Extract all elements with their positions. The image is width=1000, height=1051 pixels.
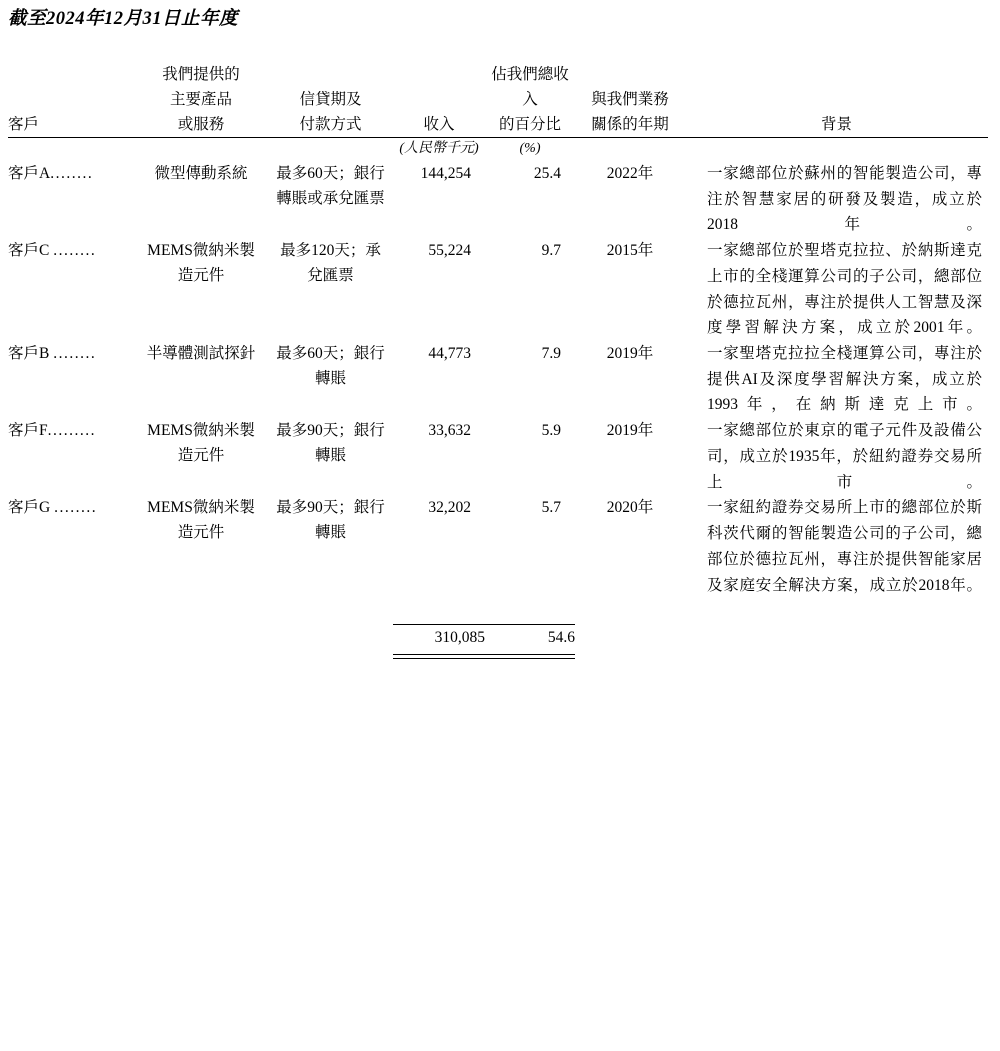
customer-name: 客戶A: [8, 165, 51, 182]
cell-years: 2015年: [606, 242, 654, 260]
cell-customer: [8, 161, 134, 238]
page-title: 截至2024年12月31日止年度: [8, 9, 239, 29]
table-row: [8, 495, 988, 598]
units-blank-3: [268, 138, 393, 161]
customer-name: 客戶G: [8, 499, 51, 517]
header-blank-1: [8, 62, 134, 87]
cell-pct: 9.7: [541, 242, 561, 260]
cell-background: 一家總部位於聖塔克拉拉、於納斯達克上市的全棧運算公司的子公司，總部位於德拉瓦州，專注於提供人工智慧及深度學習解決方案，成立於2001年。: [707, 242, 982, 337]
cell-revenue: 33,632: [428, 422, 471, 440]
units-pct: (%): [519, 141, 541, 157]
header-blank-8: [685, 87, 988, 112]
double-rule-pct: [485, 654, 575, 659]
cell-years: 2019年: [606, 345, 654, 363]
cell-product: MEMS微納米製造元件: [147, 242, 255, 285]
cell-pct: 5.7: [541, 499, 561, 517]
customer-name: 客戶F: [8, 422, 48, 440]
cell-background: 一家總部位於東京的電子元件及設備公司，成立於1935年，於紐約證券交易所上市。: [707, 422, 982, 491]
cell-background: 一家總部位於蘇州的智能製造公司，專注於智慧家居的研發及製造，成立於2018年。: [707, 165, 982, 234]
header-blank-7: [393, 87, 485, 112]
cell-product: 微型傳動系統: [154, 165, 248, 182]
cell-customer: [8, 418, 134, 495]
cell-revenue: 55,224: [428, 242, 471, 260]
cell-pct: 7.9: [541, 345, 561, 363]
header-pct-line3: 的百分比: [498, 116, 561, 134]
cell-customer: [8, 341, 134, 418]
header-pct-line1: 佔我們總收: [491, 66, 569, 83]
cell-product: MEMS微納米製造元件: [147, 422, 255, 465]
leader-dots: ........: [53, 242, 97, 260]
header-years-line2: 關係的年期: [591, 116, 669, 134]
header-blank-4: [575, 62, 685, 87]
header-blank-3: [393, 62, 485, 87]
table-header-row-1: [8, 62, 988, 87]
customer-name: 客戶C: [8, 242, 50, 260]
header-product-line2: 主要產品: [169, 91, 232, 109]
cell-credit: 最多60天；銀行轉賬或承兌匯票: [276, 165, 385, 208]
leader-dots: ........: [53, 345, 97, 363]
leader-dots: ........: [50, 165, 94, 182]
leader-dots: .........: [47, 422, 96, 440]
header-credit-line2: 付款方式: [299, 116, 362, 134]
cell-customer: [8, 238, 134, 341]
units-blank-1: [8, 138, 134, 161]
header-background: 背景: [820, 116, 852, 134]
leader-dots: ........: [54, 499, 98, 517]
customers-table: [8, 62, 988, 659]
header-years-line1: 與我們業務: [591, 91, 669, 109]
customer-name: 客戶B: [8, 345, 50, 363]
units-blank-2: [134, 138, 268, 161]
cell-credit: 最多90天；銀行轉賬: [276, 499, 385, 542]
table-row: [8, 341, 988, 418]
table-header-row-3: [8, 112, 988, 137]
table-row: [8, 238, 988, 341]
cell-customer: [8, 495, 134, 598]
cell-revenue: 32,202: [428, 499, 471, 517]
totals-row: [8, 625, 988, 650]
units-row: [8, 138, 988, 161]
header-blank-2: [268, 62, 393, 87]
cell-product: 半導體測試探針: [146, 345, 256, 363]
cell-credit: 最多90天；銀行轉賬: [276, 422, 385, 465]
header-product-line3: 或服務: [177, 116, 225, 134]
units-blank-4: [575, 138, 685, 161]
header-product-line1: 我們提供的: [162, 66, 240, 83]
cell-revenue: 144,254: [420, 165, 471, 182]
cell-credit: 最多60天；銀行轉賬: [276, 345, 385, 388]
cell-revenue: 44,773: [428, 345, 471, 363]
table-row: [8, 418, 988, 495]
header-blank-5: [685, 62, 988, 87]
header-credit-line1: 信貸期及: [299, 91, 362, 109]
cell-product: MEMS微納米製造元件: [147, 499, 255, 542]
totals-bottom-rule: [8, 650, 988, 659]
cell-background: 一家聖塔克拉拉全棧運算公司，專注於提供AI及深度學習解決方案，成立於1993年，在納斯達克上市。: [707, 345, 982, 414]
table-row: [8, 161, 988, 238]
total-pct: 54.6: [547, 629, 575, 647]
units-blank-5: [685, 138, 988, 161]
cell-years: 2020年: [606, 499, 654, 517]
table-header-row-2: [8, 87, 988, 112]
total-revenue: 310,085: [434, 629, 485, 647]
header-revenue: 收入: [423, 116, 455, 134]
cell-pct: 5.9: [541, 422, 561, 440]
total-spacer: [8, 598, 988, 624]
header-blank-6: [8, 87, 134, 112]
header-customer: 客戶: [8, 116, 40, 134]
cell-credit: 最多120天；承兌匯票: [280, 242, 381, 285]
cell-background: 一家紐約證券交易所上市的總部位於斯科茨代爾的智能製造公司的子公司，總部位於德拉瓦州，專注於提供智能家居及家庭安全解決方案，成立於2018年。: [707, 499, 982, 594]
cell-years: 2019年: [606, 422, 654, 440]
cell-pct: 25.4: [533, 165, 561, 182]
header-pct-line2: 入: [522, 91, 538, 109]
double-rule-revenue: [393, 654, 485, 659]
units-revenue: (人民幣千元): [399, 141, 479, 157]
cell-years: 2022年: [606, 165, 654, 182]
